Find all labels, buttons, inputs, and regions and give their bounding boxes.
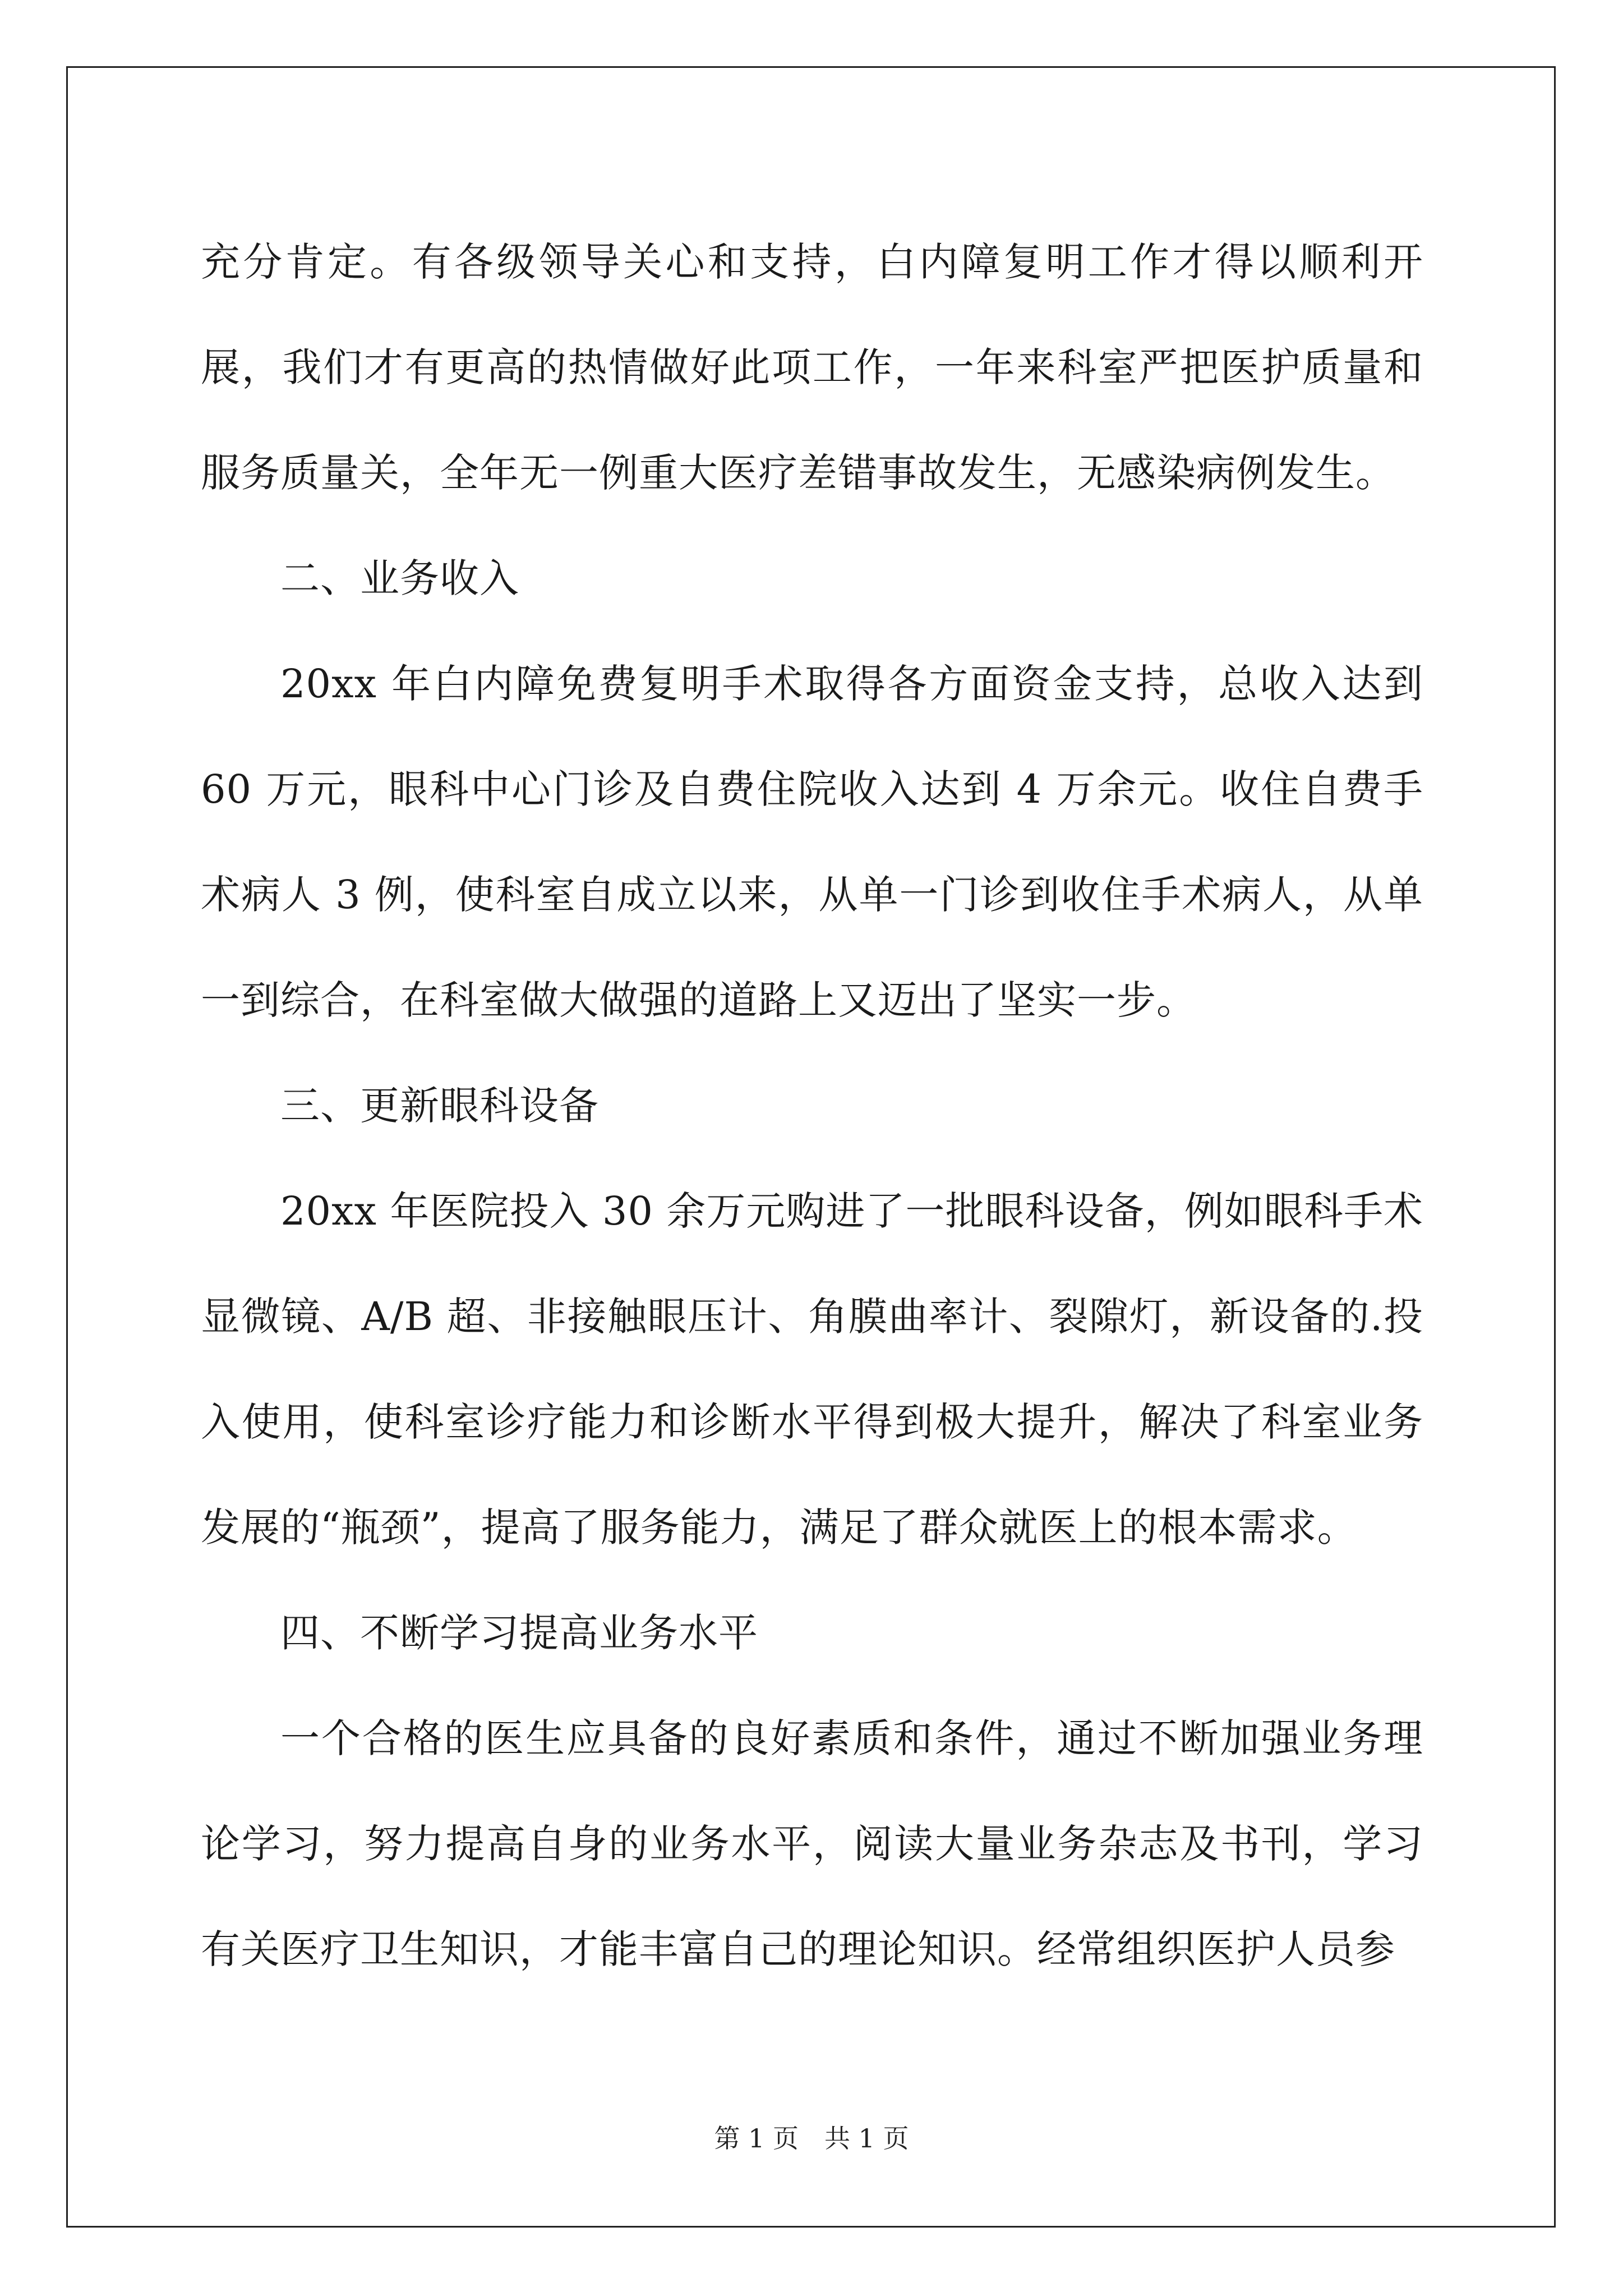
paragraph-learning: 一个合格的医生应具备的良好素质和条件，通过不断加强业务理论学习，努力提高自身的业务水平，阅读大量业务杂志及书刊，学习有关医疗卫生知识，才能丰富自己的理论知识。经常组织医护人员参 bbox=[201, 1715, 1423, 1972]
document-body bbox=[201, 209, 1423, 2002]
section-heading-income: 二、业务收入 bbox=[280, 555, 519, 601]
section-heading-equipment: 三、更新眼科设备 bbox=[280, 1083, 599, 1129]
page-number: 第 1 页 bbox=[714, 2123, 799, 2154]
paragraph-income: 20xx 年白内障免费复明手术取得各方面资金支持，总收入达到 60 万元，眼科中心门诊及自费住院收入达到 4 万余元。收住自费手术病人 3 例，使科室自成立以来，从单一门诊到收住手术病人，从单一到综合，在科室做大做强的道路上又迈出了坚实一步。 bbox=[201, 661, 1423, 1023]
paragraph-continuation: 充分肯定。有各级领导关心和支持，白内障复明工作才得以顺利开展，我们才有更高的热情做好此项工作，一年来科室严把医护质量和服务质量关，全年无一例重大医疗差错事故发生，无感染病例发生。 bbox=[201, 239, 1423, 496]
paragraph-equipment: 20xx 年医院投入 30 余万元购进了一批眼科设备，例如眼科手术显微镜、A/B 超、非接触眼压计、角膜曲率计、裂隙灯，新设备的.投入使用，使科室诊疗能力和诊断水平得到极大提升，解决了科室业务发展的“瓶颈”，提高了服务能力，满足了群众就医上的根本需求。 bbox=[201, 1188, 1423, 1550]
section-heading-learning: 四、不断学习提高业务水平 bbox=[280, 1610, 758, 1656]
page-total: 共 1 页 bbox=[824, 2123, 909, 2154]
page-footer bbox=[0, 2122, 1623, 2155]
